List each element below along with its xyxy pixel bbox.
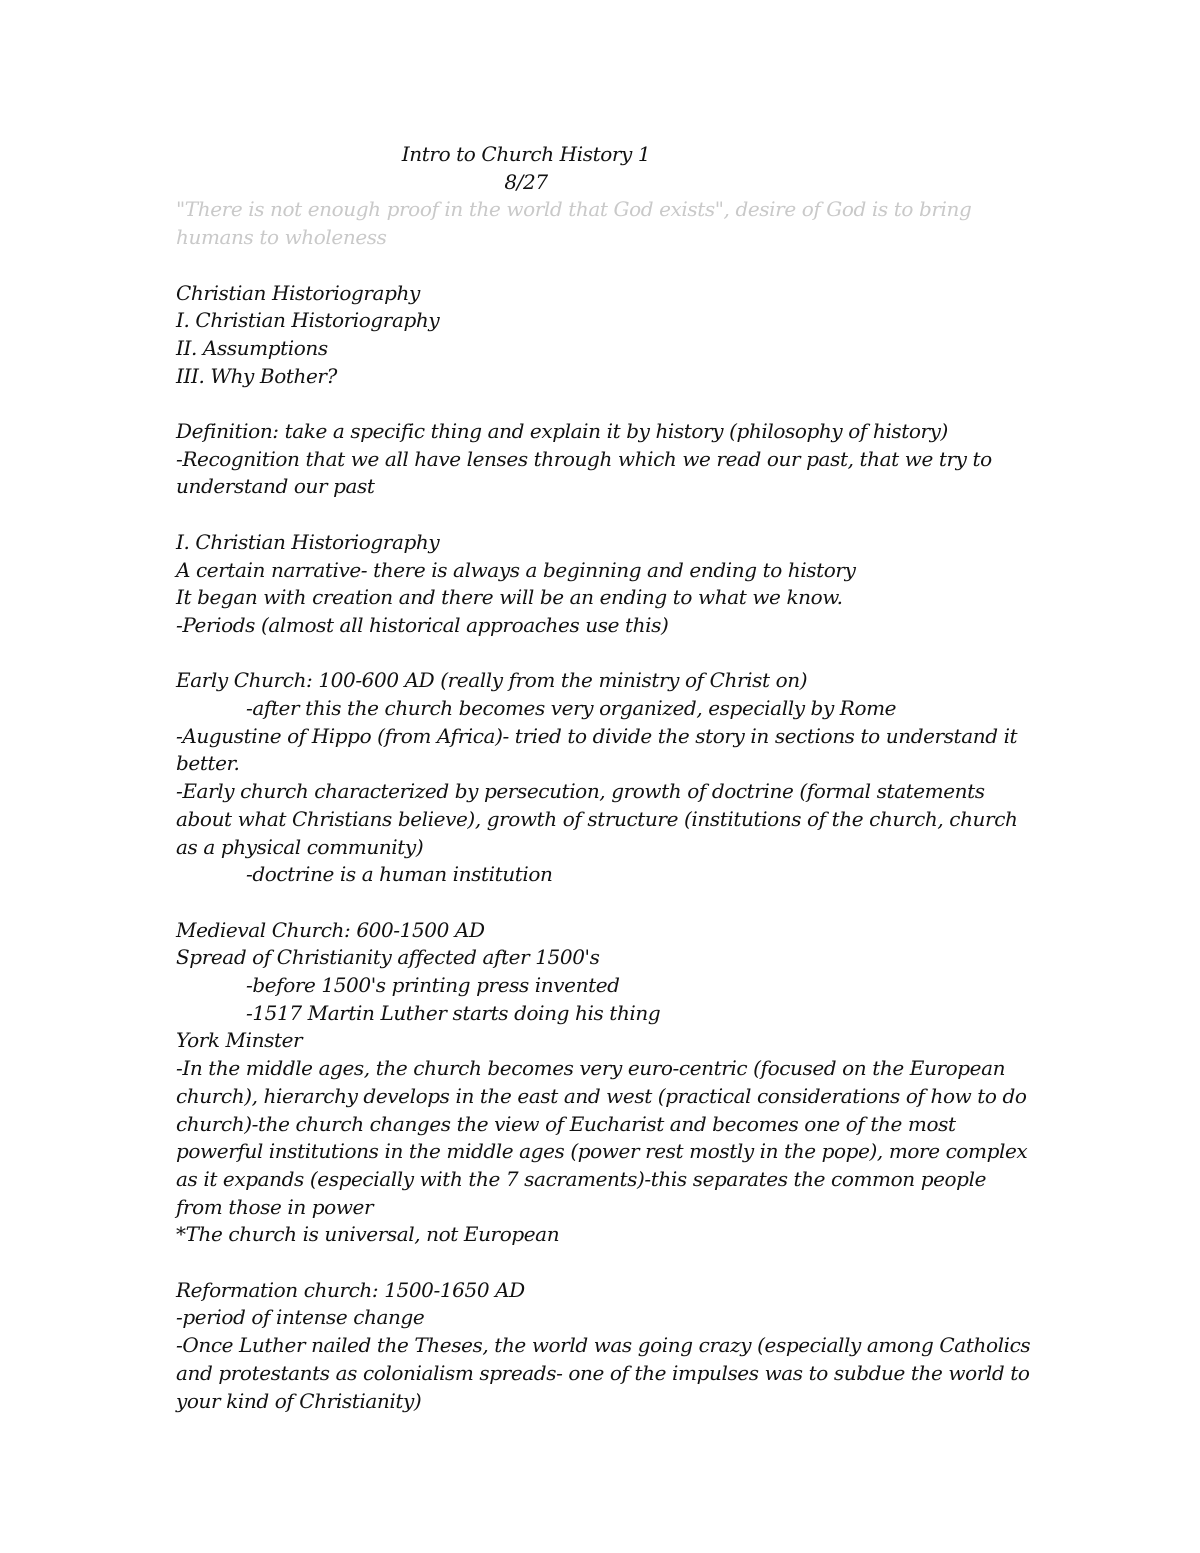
- quote-line: humans to wholeness: [176, 225, 387, 250]
- outline-item: III. Why Bother?: [176, 363, 337, 388]
- definition-line: understand our past: [176, 474, 375, 499]
- outline-heading: Christian Historiography: [176, 280, 420, 305]
- medieval-church-line: -In the middle ages, the church becomes very euro-centric (focused on the European: [176, 1056, 1006, 1081]
- document-date: 8/27: [504, 169, 548, 194]
- early-church-line: -Augustine of Hippo (from Africa)- tried to divide the story in sections to understand it: [176, 723, 1018, 748]
- definition-line: -Recognition that we all have lenses through which we read our past, that we try to: [176, 446, 992, 471]
- reformation-church-heading: Reformation church: 1500-1650 AD: [176, 1277, 525, 1302]
- section-line: A certain narrative- there is always a beginning and ending to history: [176, 557, 856, 582]
- medieval-church-line: York Minster: [176, 1028, 303, 1053]
- document-body: [176, 141, 1036, 1415]
- blank-line: [176, 640, 1036, 668]
- reformation-church-line: -period of intense change: [176, 1305, 425, 1330]
- medieval-church-heading: Medieval Church: 600-1500 AD: [176, 917, 485, 942]
- blank-line: [176, 390, 1036, 418]
- early-church-subpoint: -doctrine is a human institution: [246, 862, 553, 887]
- medieval-church-line: *The church is universal, not European: [176, 1222, 560, 1247]
- reformation-church-line: your kind of Christianity): [176, 1388, 422, 1413]
- medieval-church-subpoint: -before 1500's printing press invented: [246, 973, 620, 998]
- early-church-line: as a physical community): [176, 834, 424, 859]
- definition-line: Definition: take a specific thing and explain it by history (philosophy of history): [176, 419, 948, 443]
- section-line: -Periods (almost all historical approaches use this): [176, 612, 669, 637]
- outline-item: II. Assumptions: [176, 335, 328, 360]
- blank-line: [176, 1249, 1036, 1277]
- early-church-heading: Early Church: 100-600 AD (really from the ministry of Christ on): [176, 668, 808, 693]
- medieval-church-line: from those in power: [176, 1194, 374, 1219]
- early-church-line: about what Christians believe), growth of structure (institutions of the church, church: [176, 806, 1018, 831]
- medieval-church-line: as it expands (especially with the 7 sacraments)-this separates the common people: [176, 1166, 987, 1191]
- document-title: Intro to Church History 1: [401, 142, 651, 166]
- blank-line: [176, 501, 1036, 529]
- section-heading: I. Christian Historiography: [176, 529, 440, 554]
- medieval-church-line: church), hierarchy develops in the east and west (practical considerations of how to do: [176, 1083, 1027, 1108]
- medieval-church-line: Spread of Christianity affected after 1500's: [176, 945, 600, 970]
- medieval-church-line: powerful institutions in the middle ages (power rest mostly in the pope), more complex: [176, 1139, 1028, 1164]
- medieval-church-subpoint: -1517 Martin Luther starts doing his thing: [246, 1000, 661, 1025]
- early-church-line: better.: [176, 751, 240, 776]
- medieval-church-line: church)-the church changes the view of Eucharist and becomes one of the most: [176, 1111, 956, 1136]
- section-line: It began with creation and there will be an ending to what we know.: [176, 585, 843, 610]
- blank-line: [176, 889, 1036, 917]
- early-church-line: -Early church characterized by persecution, growth of doctrine (formal statements: [176, 779, 985, 804]
- outline-item: I. Christian Historiography: [176, 308, 440, 333]
- early-church-subpoint: -after this the church becomes very organized, especially by Rome: [246, 696, 897, 720]
- reformation-church-line: and protestants as colonialism spreads- one of the impulses was to subdue the world to: [176, 1360, 1030, 1385]
- reformation-church-line: -Once Luther nailed the Theses, the world was going crazy (especially among Catholics: [176, 1333, 1031, 1358]
- blank-line: [176, 252, 1036, 280]
- quote-line: "There is not enough proof in the world that God exists", desire of God is to bring: [176, 197, 972, 222]
